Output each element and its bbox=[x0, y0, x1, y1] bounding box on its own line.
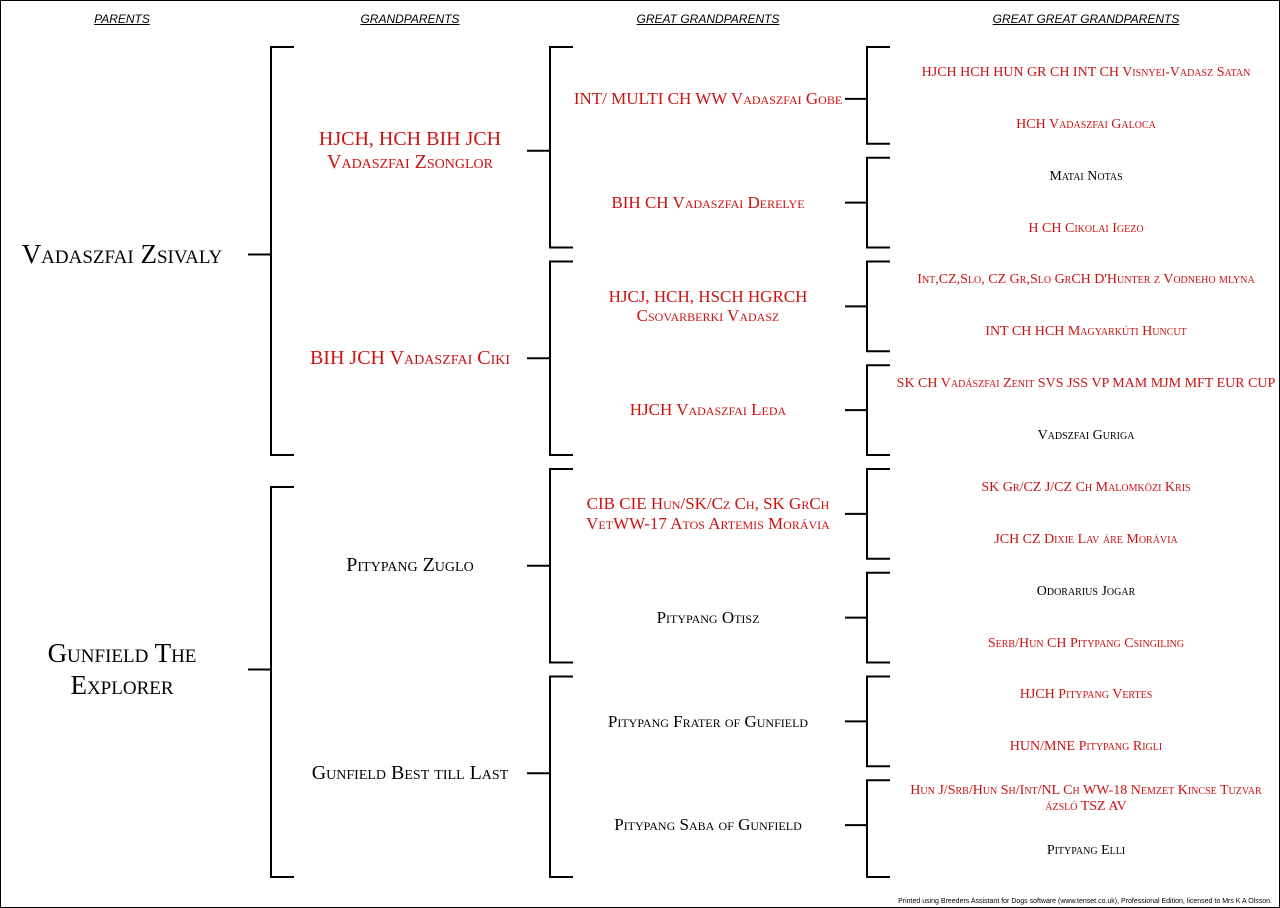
great-great-grandparent-name: HJCH Pitypang Vertes bbox=[1019, 687, 1153, 703]
great-grandparent-name: BIH CH Vadaszfai Derelye bbox=[611, 192, 805, 212]
great-great-grandparent-name: Int,CZ,Slo, CZ Gr,Slo GrCH D'Hunter z Vodneho mlyna bbox=[917, 272, 1255, 288]
great-great-grandparent-name: Vadszfai Guriga bbox=[1037, 428, 1135, 444]
parent-name: Gunfield The Explorer bbox=[47, 638, 197, 700]
great-grandparent-name: Pitypang Saba of Gunfield bbox=[614, 815, 802, 835]
great-great-grandparent-name: HCH Vadaszfai Galoca bbox=[1016, 116, 1156, 132]
header-great-great-grandparents: GREAT GREAT GRANDPARENTS bbox=[992, 12, 1180, 26]
great-great-grandparent-name: HUN/MNE Pitypang Rigli bbox=[1009, 739, 1163, 755]
great-grandparent-name: Pitypang Otisz bbox=[656, 607, 760, 627]
great-great-grandparent-name: Serb/Hun CH Pitypang Csingiling bbox=[987, 635, 1185, 651]
grandparent-name: BIH JCH Vadaszfai Ciki bbox=[309, 346, 511, 369]
header-parents: PARENTS bbox=[94, 12, 150, 26]
header-great-grandparents: GREAT GRANDPARENTS bbox=[636, 12, 780, 26]
great-grandparent-name: Pitypang Frater of Gunfield bbox=[607, 711, 809, 731]
great-grandparent-name: INT/ MULTI CH WW Vadaszfai Gobe bbox=[573, 89, 843, 109]
great-grandparent-name: CIB CIE Hun/SK/Cz Ch, SK GrCh VetWW-17 Atos Artemis Morávia bbox=[586, 494, 830, 533]
great-great-grandparent-name: Odorarius Jogar bbox=[1036, 583, 1136, 599]
great-grandparent-name: HJCH Vadaszfai Leda bbox=[629, 400, 787, 420]
header-grandparents: GRANDPARENTS bbox=[360, 12, 460, 26]
grandparent-name: Gunfield Best till Last bbox=[311, 761, 509, 784]
great-great-grandparent-name: SK CH Vadászfai Zenit SVS JSS VP MAM MJM MFT EUR CUP bbox=[896, 376, 1276, 392]
grandparent-name: HJCH, HCH BIH JCH Vadaszfai Zsonglor bbox=[318, 127, 502, 173]
great-great-grandparent-name: JCH CZ Dixie Lav áre Morávia bbox=[994, 531, 1178, 547]
great-great-grandparent-name: INT CH HCH Magyarkúti Huncut bbox=[985, 324, 1187, 340]
great-great-grandparent-name: HJCH HCH HUN GR CH INT CH Visnyei-Vadasz Satan bbox=[921, 64, 1251, 80]
great-great-grandparent-name: H CH Cikolai Igezo bbox=[1028, 220, 1144, 236]
grandparent-name: Pitypang Zuglo bbox=[346, 554, 474, 577]
great-great-grandparent-name: SK Gr/CZ J/CZ Ch Malomközi Kris bbox=[981, 479, 1191, 495]
great-grandparent-name: HJCJ, HCH, HSCH HGRCH Csovarberki Vadasz bbox=[608, 286, 808, 326]
great-great-grandparent-name: Pitypang Elli bbox=[1046, 843, 1126, 859]
great-great-grandparent-name: Matai Notas bbox=[1049, 168, 1123, 184]
parent-name: Vadaszfai Zsivaly bbox=[21, 238, 223, 269]
footer-credit: Printed using Breeders Assistant for Dogs software (www.tenset.co.uk), Professional Edition, licensed to Mrs K A Olsson. bbox=[898, 898, 1272, 905]
great-great-grandparent-name: Hun J/Srb/Hun Sh/Int/NL Ch WW-18 Nemzet Kincse Tuzvar ázsló TSZ AV bbox=[910, 783, 1262, 815]
